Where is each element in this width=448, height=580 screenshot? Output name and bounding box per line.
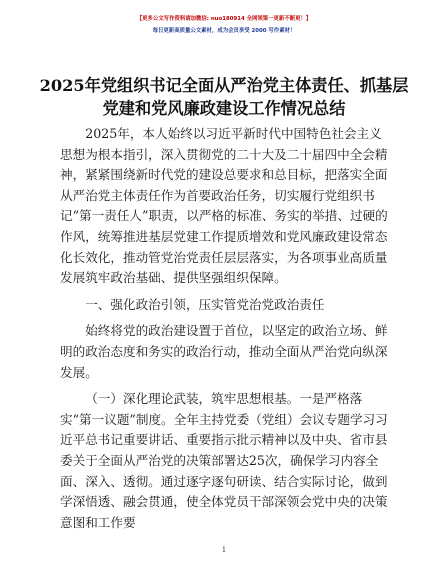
- page-number: 1: [221, 546, 227, 554]
- intro-paragraph: 2025年，本人始终以习近平新时代中国特色社会主义思想为根本指引，深入贯彻党的二十大及二十届四中全会精神，紧紧围绕新时代党的建设总要求和总目标，把落实全面从严治党主体责任作为首要政治任务，切实履行党组织书记“第一责任人”职责，以严格的标准、务实的举措、过硬的作风，统筹推进基层党建工作提质增效和党风廉政建设常态化长效化，推动管党治党责任层层落实，为各项事业高质量发展筑牢政治基础、提供坚强组织保障。: [60, 126, 388, 286]
- section-heading-1: 一、强化政治引领，压实管党治党政治责任: [85, 296, 325, 312]
- promo-banner-line-2: 每日更新高质量公文素材，成为会员享受 2000 写作素材！: [152, 28, 296, 34]
- section-intro-paragraph: 始终将党的政治建设置于首位，以坚定的政治立场、鲜明的政治态度和务实的政治行动，推动全面从严治党向纵深发展。: [60, 323, 388, 380]
- document-title: 2025年党组织书记全面从严治党主体责任、抓基层党建和党风廉政建设工作情况总结: [39, 76, 409, 118]
- subsection-paragraph: （一）深化理论武装，筑牢思想根基。一是严格落实“第一议题”制度。全年主持党委（党组）会议专题学习习近平总书记重要讲话、重要指示批示精神以及中央、省市县委关于全面从严治党的决策部署达25次，确保学习内容全面、深入、透彻。通过逐字逐句研读、结合实际讨论，做到学深悟透、融会贯通，使全体党员干部深领会党中央的决策意图和工作要: [60, 391, 388, 530]
- document-body: [60, 124, 388, 533]
- promo-banner-line-1: 【更多公文写作资料请加微信: nuo180914 全网领第一更新不断更！】: [136, 16, 312, 22]
